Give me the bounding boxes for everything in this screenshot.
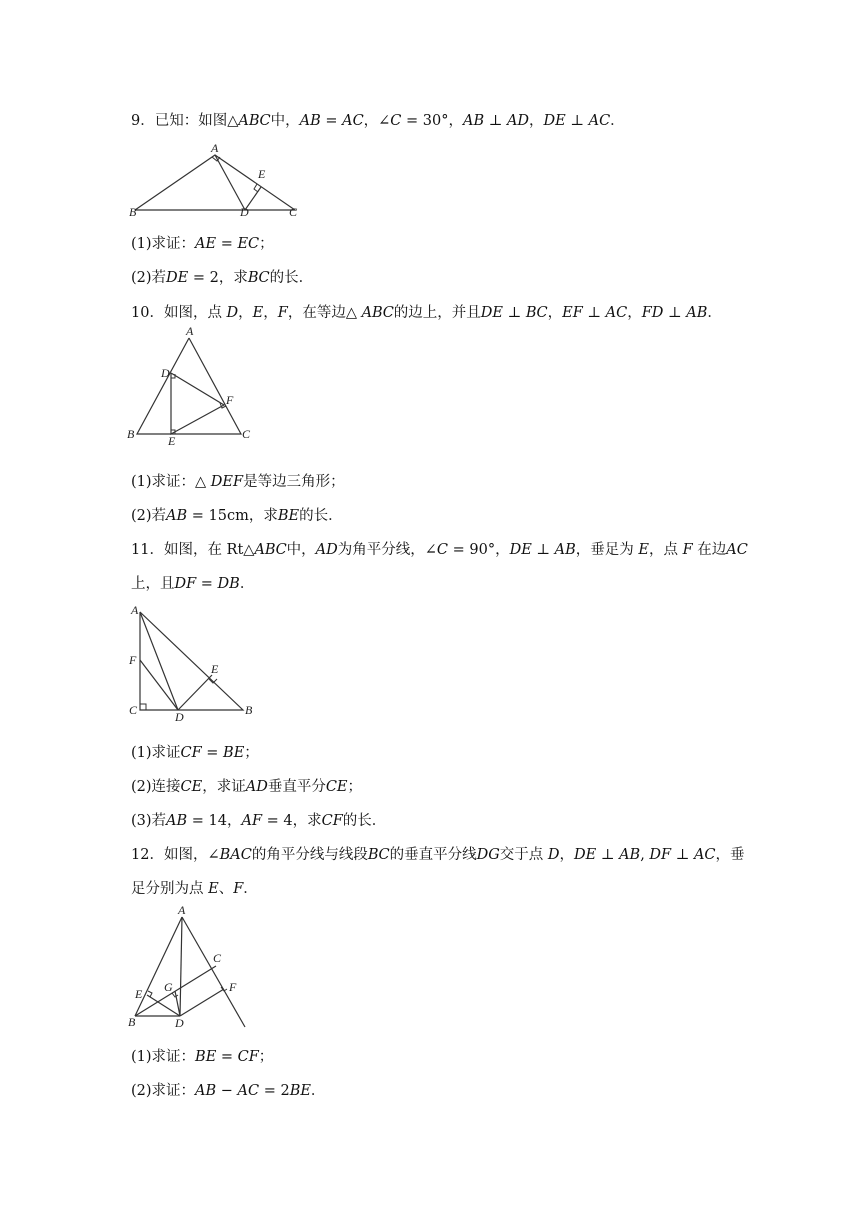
triangle-def <box>171 373 224 434</box>
segment-df <box>140 660 178 710</box>
label-e: E <box>211 662 219 676</box>
problem-12-part-2: (2)求证：𝐴𝐵 − 𝐴𝐶 = 2𝐵𝐸． <box>131 1083 326 1099</box>
label-c: C <box>289 205 298 219</box>
problem-12-stem-line-2: 足分别为点 𝐸、𝐹． <box>131 881 258 897</box>
problem-11-figure <box>125 600 260 724</box>
right-angle-mark-e <box>254 184 258 192</box>
problem-9-stem: 9．已知：如图△𝐴𝐵𝐶中，𝐴𝐵 = 𝐴𝐶，∠𝐶 = 30°，𝐴𝐵 ⊥ 𝐴𝐷，𝐷𝐸 ⊥ 𝐴𝐶． <box>131 113 625 129</box>
segment-de <box>178 675 212 710</box>
problem-9-part-2: (2)若𝐷𝐸 = 2，求𝐵𝐶的长． <box>131 270 314 286</box>
label-c: C <box>242 427 251 441</box>
label-d: D <box>161 366 170 380</box>
segment-ad <box>180 917 182 1016</box>
label-e: E <box>168 434 176 448</box>
problem-11-part-3: (3)若𝐴𝐵 = 14，𝐴𝐹 = 4，求𝐶𝐹的长． <box>131 813 387 829</box>
label-d: D <box>175 710 184 724</box>
problem-9-figure <box>125 140 310 220</box>
triangle-abc <box>135 155 295 210</box>
label-a: A <box>186 324 194 338</box>
label-b: B <box>128 1015 136 1029</box>
label-b: B <box>127 427 135 441</box>
label-a: A <box>131 603 139 617</box>
problem-12-figure <box>125 905 260 1035</box>
problem-10-figure <box>125 324 260 448</box>
label-d: D <box>175 1016 184 1030</box>
segment-ad <box>215 155 245 210</box>
label-f: F <box>226 393 234 407</box>
problem-10-part-1: (1)求证：△ 𝐷𝐸𝐹是等边三角形； <box>131 474 345 490</box>
problem-12-part-1: (1)求证：𝐵𝐸 = 𝐶𝐹； <box>131 1049 274 1065</box>
segment-ad <box>140 612 178 710</box>
label-b: B <box>129 205 137 219</box>
label-e: E <box>258 167 266 181</box>
problem-10-stem: 10．如图，点 𝐷，𝐸，𝐹，在等边△ 𝐴𝐵𝐶的边上，并且𝐷𝐸 ⊥ 𝐵𝐶，𝐸𝐹 ⊥ 𝐴𝐶，𝐹𝐷 ⊥ 𝐴𝐵． <box>131 305 722 321</box>
label-c: C <box>213 951 222 965</box>
problem-11-part-1: (1)求证𝐶𝐹 = 𝐵𝐸； <box>131 745 259 761</box>
label-c: C <box>129 703 138 717</box>
segment-df <box>180 989 224 1016</box>
label-g: G <box>164 980 173 994</box>
problem-12-stem-line-1: 12．如图，∠𝐵𝐴𝐶的角平分线与线段𝐵𝐶的垂直平分线𝐷𝐺交于点 𝐷，𝐷𝐸 ⊥ 𝐴𝐵, 𝐷𝐹 ⊥ 𝐴𝐶，垂 <box>131 847 745 863</box>
label-a: A <box>211 141 219 155</box>
triangle-abc <box>137 338 241 434</box>
label-f: F <box>129 653 137 667</box>
label-f: F <box>229 980 237 994</box>
line-acf <box>182 917 245 1027</box>
label-e: E <box>135 987 143 1001</box>
problem-11-stem-line-2: 上，且𝐷𝐹 = 𝐷𝐵． <box>131 576 255 592</box>
problem-9-part-1: (1)求证：𝐴𝐸 = 𝐸𝐶； <box>131 236 274 252</box>
problem-11-part-2: (2)连接𝐶𝐸，求证𝐴𝐷垂直平分𝐶𝐸； <box>131 779 362 795</box>
right-angle-mark-c <box>140 704 146 710</box>
label-d: D <box>240 205 249 219</box>
label-a: A <box>178 903 186 917</box>
problem-10-part-2: (2)若𝐴𝐵 = 15cm，求𝐵𝐸的长． <box>131 508 343 524</box>
problem-11-stem-line-1: 11．如图，在 Rt△𝐴𝐵𝐶中，𝐴𝐷为角平分线，∠𝐶 = 90°，𝐷𝐸 ⊥ 𝐴𝐵，垂足为 𝐸，点 𝐹 在边𝐴𝐶 <box>131 542 748 558</box>
label-b: B <box>245 703 253 717</box>
